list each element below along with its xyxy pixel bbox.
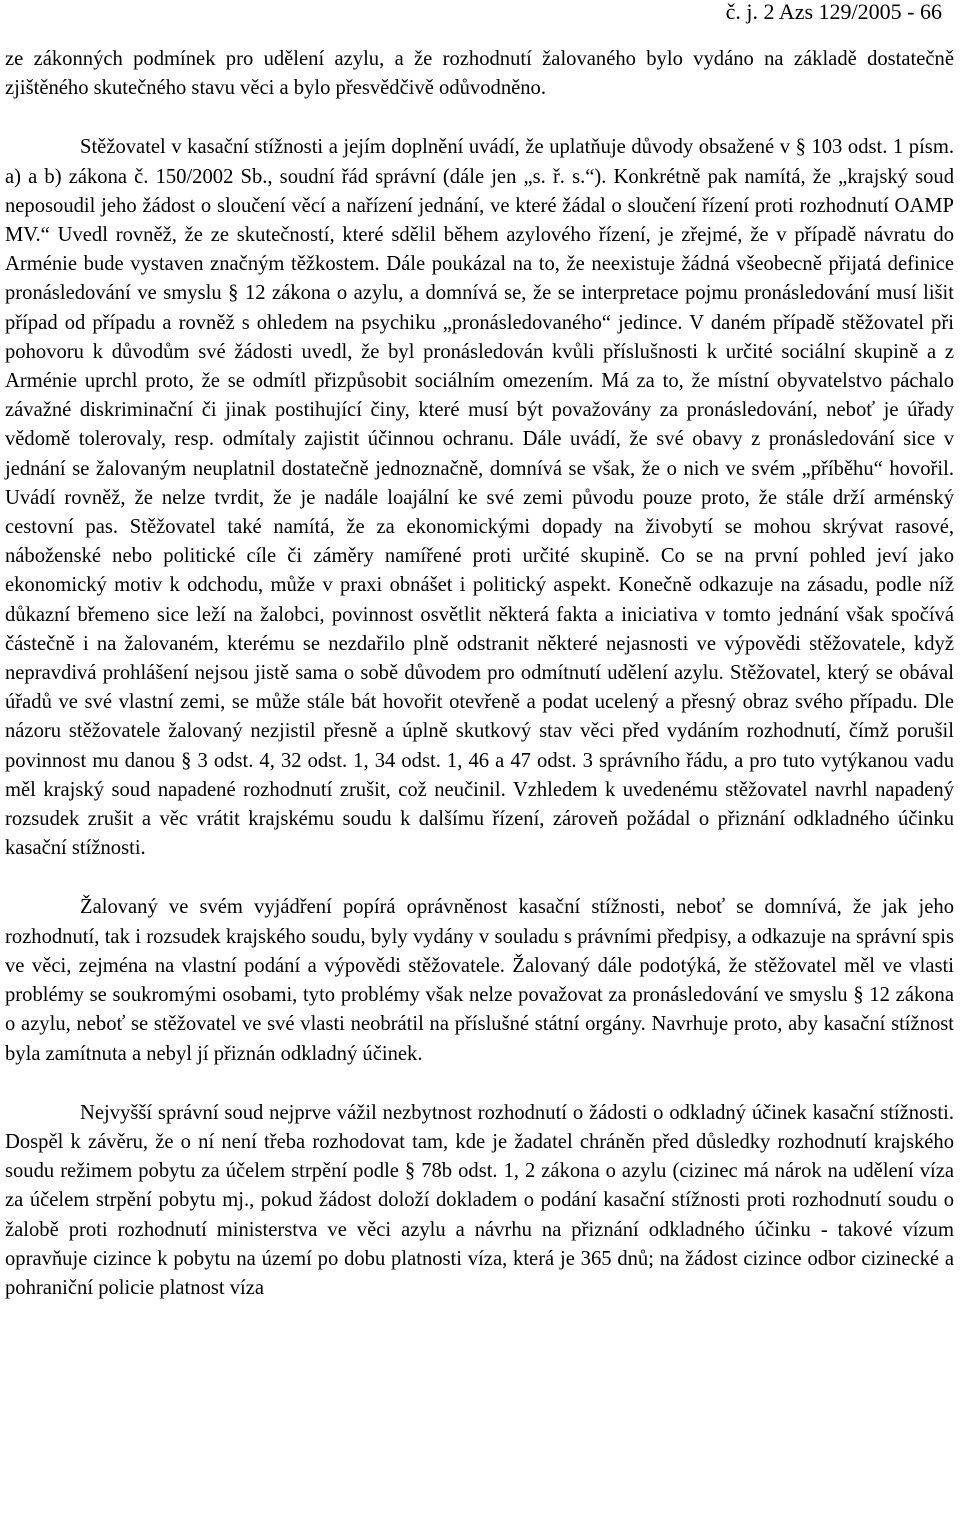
paragraph-defendant-response: Žalovaný ve svém vyjádření popírá oprávněnost kasační stížnosti, neboť se domnívá, že jak jeho rozhodnutí, tak i rozsudek krajského soudu, byly vydány v souladu s právními předpisy, a odkazuje na správní spis ve věci, zejména na vlastní podání a výpovědi stěžovatele. Žalovaný dále podotýká, že stěžovatel měl ve vlasti problémy se soukromými osobami, tyto problémy však nelze považovat za pronásledování ve smyslu § 12 zákona o azylu, neboť se stěžovatel ve své vlasti neobrátil na příslušné státní orgány. Navrhuje proto, aby kasační stížnost byla zamítnuta a nebyl jí přiznán odkladný účinek.: [5, 896, 954, 1065]
paragraph-continuation: ze zákonných podmínek pro udělení azylu, a že rozhodnutí žalovaného bylo vydáno na základě dostatečně zjištěného skutečného stavu věci a bylo přesvědčivě odůvodněno.: [5, 48, 954, 100]
case-number: č. j. 2 Azs 129/2005 - 66: [725, 0, 942, 24]
paragraph-complainant-arguments: Stěžovatel v kasační stížnosti a jejím doplnění uvádí, že uplatňuje důvody obsažené v § 103 odst. 1 písm. a) a b) zákona č. 150/2002 Sb., soudní řád správní (dále jen „s. ř. s.“). Konkrétně pak namítá, že „krajský soud neposoudil jeho žádost o sloučení věcí a nařízení jednání, ve které žádal o sloučení řízení proti rozhodnutí OAMP MV.“ Uvedl rovněž, že ze skutečností, které sdělil během azylového řízení, je zřejmé, že v případě návratu do Arménie bude vystaven značným těžkostem. Dále poukázal na to, že neexistuje žádná všeobecně přijatá definice pronásledování ve smyslu § 12 zákona o azylu, a domnívá se, že se interpretace pojmu pronásledování musí lišit případ od případu a rovněž s ohledem na psychiku „pronásledovaného“ jedince. V daném případě stěžovatel při pohovoru k důvodům své žádosti uvedl, že byl pronásledován kvůli příslušnosti k určité sociální skupině a z Arménie uprchl proto, že se odmítl přizpůsobit sociálním omezením. Má za to, že místní obyvatelstvo páchalo závažné diskriminační či jinak postihující činy, které musí být považovány za pronásledování, neboť je úřady vědomě tolerovaly, resp. odmítaly zajistit účinnou ochranu. Dále uvádí, že své obavy z pronásledování sice v jednání se žalovaným neuplatnil dostatečně jednoznačně, domnívá se však, že o nich ve svém „příběhu“ hovořil. Uvádí rovněž, že nelze tvrdit, že je nadále loajální ke své zemi původu pouze proto, že stále drží arménský cestovní pas. Stěžovatel také namítá, že za ekonomickými dopady na živobytí se mohou skrývat rasové, náboženské nebo politické cíle či záměry namířené proti určité skupině. Co se na první pohled jeví jako ekonomický motiv k odchodu, může v praxi obnášet i politický aspekt. Konečně odkazuje na zásadu, podle níž důkazní břemeno sice leží na žalobci, povinnost osvětlit některá fakta a iniciativa v tomto jednání však spočívá částečně i na žalovaném, kterému se nezdařilo plně odstranit některé nejasnosti ve výpovědi stěžovatele, když nepravdivá prohlášení nejsou jistě sama o sobě důvodem pro odmítnutí udělení azylu. Stěžovatel, který se obával úřadů ve své vlastní zemi, se může stále bát hovořit otevřeně a podat ucelený a přesný obraz svého případu. Dle názoru stěžovatele žalovaný nezjistil přesně a úplně skutkový stav věci před vydáním rozhodnutí, čímž porušil povinnost mu danou § 3 odst. 4, 32 odst. 1, 34 odst. 1, 46 a 47 odst. 3 správního řádu, a pro tuto vytýkanou vadu měl krajský soud napadené rozhodnutí zrušit, což neučinil. Vzhledem k uvedenému stěžovatel navrhl napadený rozsudek zrušit a věc vrátit krajskému soudu k dalšímu řízení, zároveň požádal o přiznání odkladného účinku kasační stížnosti.: [5, 136, 954, 860]
paragraph-court-consideration: Nejvyšší správní soud nejprve vážil nezbytnost rozhodnutí o žádosti o odkladný účinek kasační stížnosti. Dospěl k závěru, že o ní není třeba rozhodovat tam, kde je žadatel chráněn před důsledky rozhodnutí krajského soudu režimem pobytu za účelem strpění podle § 78b odst. 1, 2 zákona o azylu (cizinec má nárok na udělení víza za účelem strpění pobytu mj., pokud žádost doloží dokladem o podání kasační stížnosti proti rozhodnutí soudu o žalobě proti rozhodnutí ministerstva ve věci azylu a návrhu na přiznání odkladného účinku - takové vízum opravňuje cizince k pobytu na území po dobu platnosti víza, která je 365 dnů; na žádost cizince odbor cizinecké a pohraniční policie platnost víza: [5, 1101, 954, 1299]
document-body: [5, 45, 954, 1303]
